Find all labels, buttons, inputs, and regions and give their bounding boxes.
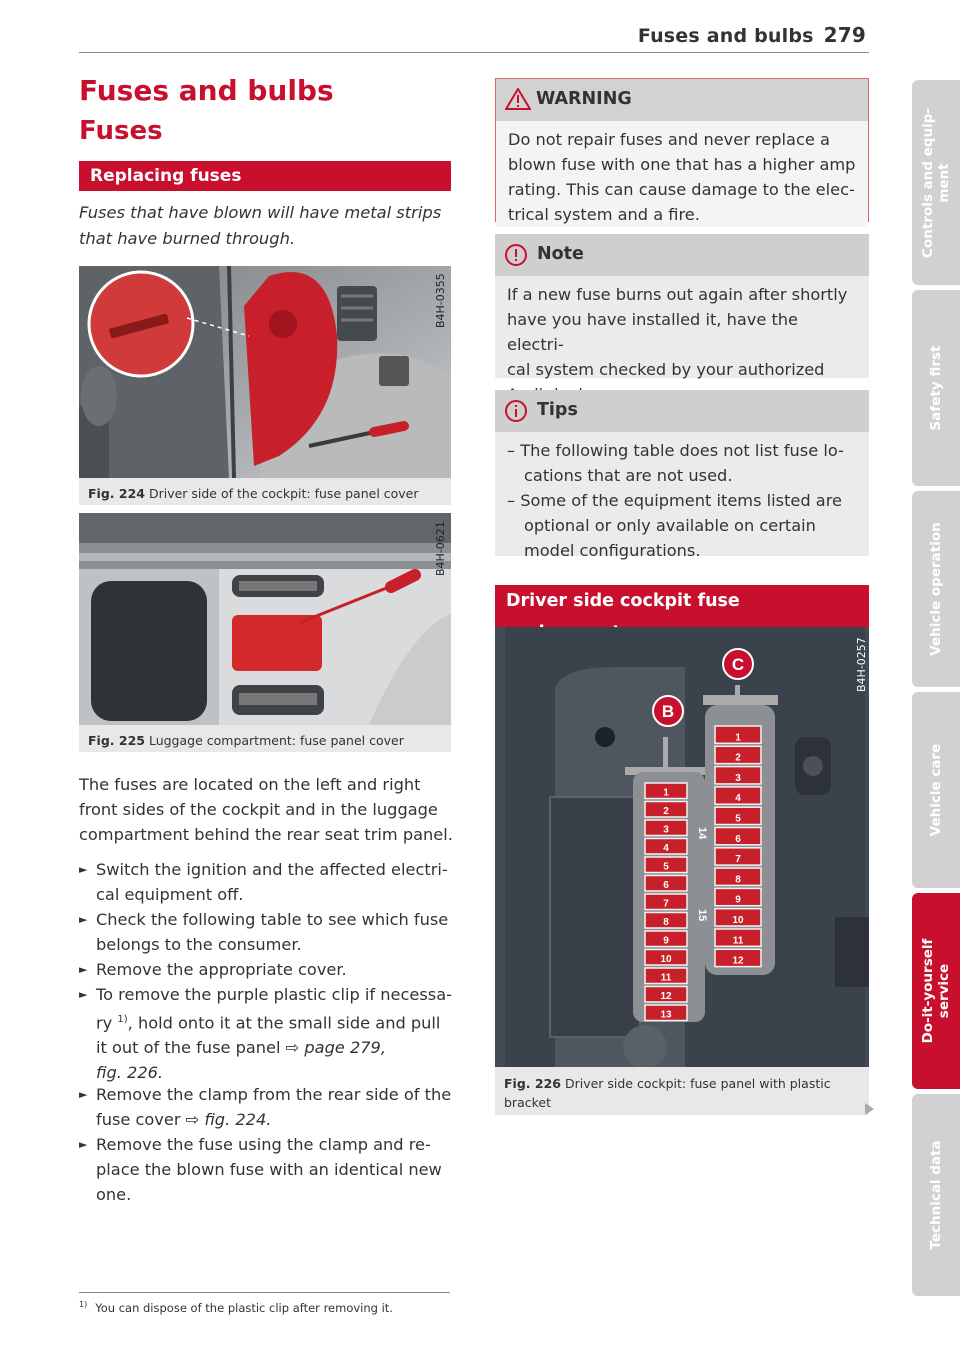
note-title: Note [537, 244, 584, 264]
warning-line: Do not repair fuses and never replace a [508, 130, 830, 149]
warning-line: blown fuse with one that has a higher amp [508, 155, 856, 174]
left-side-label: 15 [696, 909, 708, 922]
fuse-number: 12 [660, 991, 672, 1002]
tab-technical-data[interactable] [912, 1094, 960, 1296]
step-line: Remove the appropriate cover. [96, 960, 347, 979]
tab-label: Vehicle operation [928, 522, 944, 656]
figure-224-caption-text: Driver side of the cockpit: fuse panel cover [148, 486, 419, 501]
figure-224-code-text: B4H-0355 [434, 273, 447, 328]
step-3 [79, 957, 457, 982]
left-side-label: 14 [696, 827, 708, 840]
figure-224-caption [88, 484, 419, 503]
fuse-number: 13 [660, 1009, 672, 1021]
step-line [96, 1007, 457, 1035]
note-line: have you have installed it, have the electri- [507, 310, 799, 354]
note-text [495, 276, 869, 407]
footnote-text: You can dispose of the plastic clip after removing it. [95, 1300, 393, 1315]
location-paragraph [79, 772, 457, 847]
tab-label: Safety first [928, 345, 944, 431]
figure-225-code [432, 518, 450, 578]
header-title: Fuses and bulbs [637, 25, 814, 47]
tips-box [495, 390, 869, 560]
step-line: Check the following table to see which fuse [96, 910, 449, 929]
note-line: If a new fuse burns out again after shortly [507, 285, 848, 304]
figure-224-label: Fig. 224 [88, 486, 145, 501]
figure-226-caption-text: Driver side cockpit: fuse panel with plastic [564, 1076, 831, 1091]
tab-label: Do-it-yourself service [920, 938, 952, 1044]
step-line: Remove the clamp from the rear side of the [96, 1085, 452, 1104]
fuse-number: 11 [660, 972, 672, 984]
tab-label: Technical data [928, 1140, 944, 1250]
marker-b: B [661, 702, 675, 721]
fuse-number: 6 [663, 880, 669, 891]
fuse-number: 9 [663, 935, 669, 947]
tips-title: Tips [537, 400, 578, 420]
fuse-number: 2 [735, 752, 741, 764]
fuse-number: 7 [735, 854, 741, 866]
fuse-number: 7 [663, 898, 669, 910]
fuse-number: 5 [663, 861, 669, 873]
tips-line: cations that are not used. [524, 466, 733, 485]
figure-reference-link[interactable]: ⇨ fig. 224. [185, 1110, 272, 1129]
body-line: front sides of the cockpit and in the luggage [79, 800, 438, 819]
figure-224-code [432, 270, 450, 330]
footnote-mark: 1) [79, 1300, 88, 1309]
fuse-number: 4 [663, 843, 669, 854]
warning-title: WARNING [536, 89, 632, 109]
figure-226-code-text: B4H-0257 [855, 637, 868, 692]
footnote-rule [79, 1292, 450, 1293]
step-2 [79, 907, 457, 957]
header-rule [79, 52, 869, 53]
bullet-triangle-icon: ► [79, 913, 88, 926]
note-exclamation-icon [504, 243, 528, 271]
fuse-number: 12 [732, 955, 744, 967]
warning-box [495, 78, 869, 222]
fuse-assignment-heading: Driver side cockpit fuse [495, 585, 869, 649]
fuse-number: 6 [735, 833, 741, 845]
figure-reference-link[interactable]: fig. 226. [96, 1063, 164, 1083]
step-line: belongs to the consumer. [96, 935, 302, 954]
subsection-title: Fuses [79, 116, 163, 146]
bullet-triangle-icon: ► [79, 1088, 88, 1101]
step-line: one. [96, 1185, 132, 1204]
fuse-number: 5 [735, 813, 741, 825]
fuse-number: 9 [735, 894, 741, 906]
body-line: The fuses are located on the left and right [79, 775, 421, 794]
tab-vehicle-care[interactable] [912, 692, 960, 888]
fuse-number: 2 [663, 806, 669, 817]
fuse-number: 1 [735, 732, 741, 744]
fuse-number: 8 [735, 874, 741, 886]
step-text: fuse cover [96, 1110, 186, 1129]
step-line: Switch the ignition and the affected electri- [96, 860, 448, 879]
step-line: cal equipment off. [96, 885, 244, 904]
step-text: ry [96, 1013, 118, 1033]
replacing-fuses-heading: Replacing fuses [79, 161, 451, 191]
warning-header [496, 79, 868, 121]
bullet-triangle-icon: ► [79, 863, 88, 876]
warning-text [496, 121, 868, 227]
step-line [96, 1107, 457, 1132]
marker-c: C [731, 655, 745, 674]
figure-225-code-text: B4H-0621 [434, 521, 447, 576]
tab-controls-and-equipment[interactable] [912, 80, 960, 285]
step-5 [79, 1082, 457, 1132]
figure-226-code [853, 634, 869, 694]
step-1 [79, 857, 457, 907]
fuse-number: 4 [735, 793, 741, 805]
figure-226-caption [504, 1074, 860, 1112]
fuse-number: 3 [663, 824, 669, 836]
footnote [79, 1300, 393, 1315]
figure-226-label: Fig. 226 [504, 1076, 561, 1091]
tips-line: optional or only available on certain [524, 516, 816, 535]
tab-safety-first[interactable] [912, 290, 960, 486]
warning-line: rating. This can cause damage to the elec- [508, 180, 855, 199]
tab-do-it-yourself-service[interactable] [912, 893, 960, 1089]
section-title: Fuses and bulbs [79, 74, 334, 107]
tab-label: Controls and equip- ment [920, 107, 952, 258]
step-text: it out of the fuse panel [96, 1038, 286, 1058]
tips-line: – Some of the equipment items listed are [507, 491, 842, 510]
warning-line: trical system and a fire. [508, 205, 700, 224]
note-header [495, 234, 869, 276]
bullet-triangle-icon: ► [79, 1138, 88, 1151]
warning-triangle-icon [505, 88, 531, 114]
figure-225-label: Fig. 225 [88, 733, 145, 748]
step-line: Remove the fuse using the clamp and re- [96, 1135, 431, 1154]
fuse-number: 11 [732, 935, 744, 947]
figure-225-caption-text: Luggage compartment: fuse panel cover [148, 733, 404, 748]
step-6 [79, 1132, 457, 1207]
tab-label: Vehicle care [928, 743, 944, 837]
note-line: cal system checked by your authorized [507, 360, 825, 379]
page-reference-link[interactable]: ⇨ page 279, [285, 1038, 386, 1058]
step-line [96, 1035, 457, 1060]
tips-text [495, 432, 869, 563]
step-text: , hold onto it at the small side and pull [127, 1013, 441, 1033]
tips-line: model configurations. [524, 541, 701, 560]
figure-226-caption-text: bracket [504, 1095, 551, 1110]
fuse-number: 10 [732, 915, 744, 926]
note-box [495, 234, 869, 378]
step-line: To remove the purple plastic clip if necessa- [96, 985, 452, 1004]
fuse-number: 8 [663, 917, 669, 928]
bullet-triangle-icon: ► [79, 963, 88, 976]
body-line: compartment behind the rear seat trim panel. [79, 825, 453, 844]
figure-225-image [79, 513, 451, 725]
page-number: 279 [823, 23, 866, 47]
step-4 [79, 982, 457, 1085]
continue-arrow-icon [865, 1103, 874, 1115]
tips-header [495, 390, 869, 432]
fuse-number: 10 [660, 954, 672, 965]
footnote-ref[interactable]: 1) [117, 1014, 128, 1025]
running-header [638, 23, 866, 47]
lead-text: Fuses that have blown will have metal strips that have burned through. [79, 203, 442, 248]
figure-224-image [79, 266, 451, 478]
tab-vehicle-operation[interactable] [912, 491, 960, 687]
figure-225-caption [88, 731, 404, 750]
bullet-triangle-icon: ► [79, 988, 88, 1001]
info-icon [504, 399, 528, 427]
fuse-number: 3 [735, 772, 741, 784]
figure-226-image [495, 627, 869, 1067]
tips-line: – The following table does not list fuse lo- [507, 441, 844, 460]
step-line: place the blown fuse with an identical new [96, 1160, 442, 1179]
fuse-number: 1 [663, 787, 669, 799]
